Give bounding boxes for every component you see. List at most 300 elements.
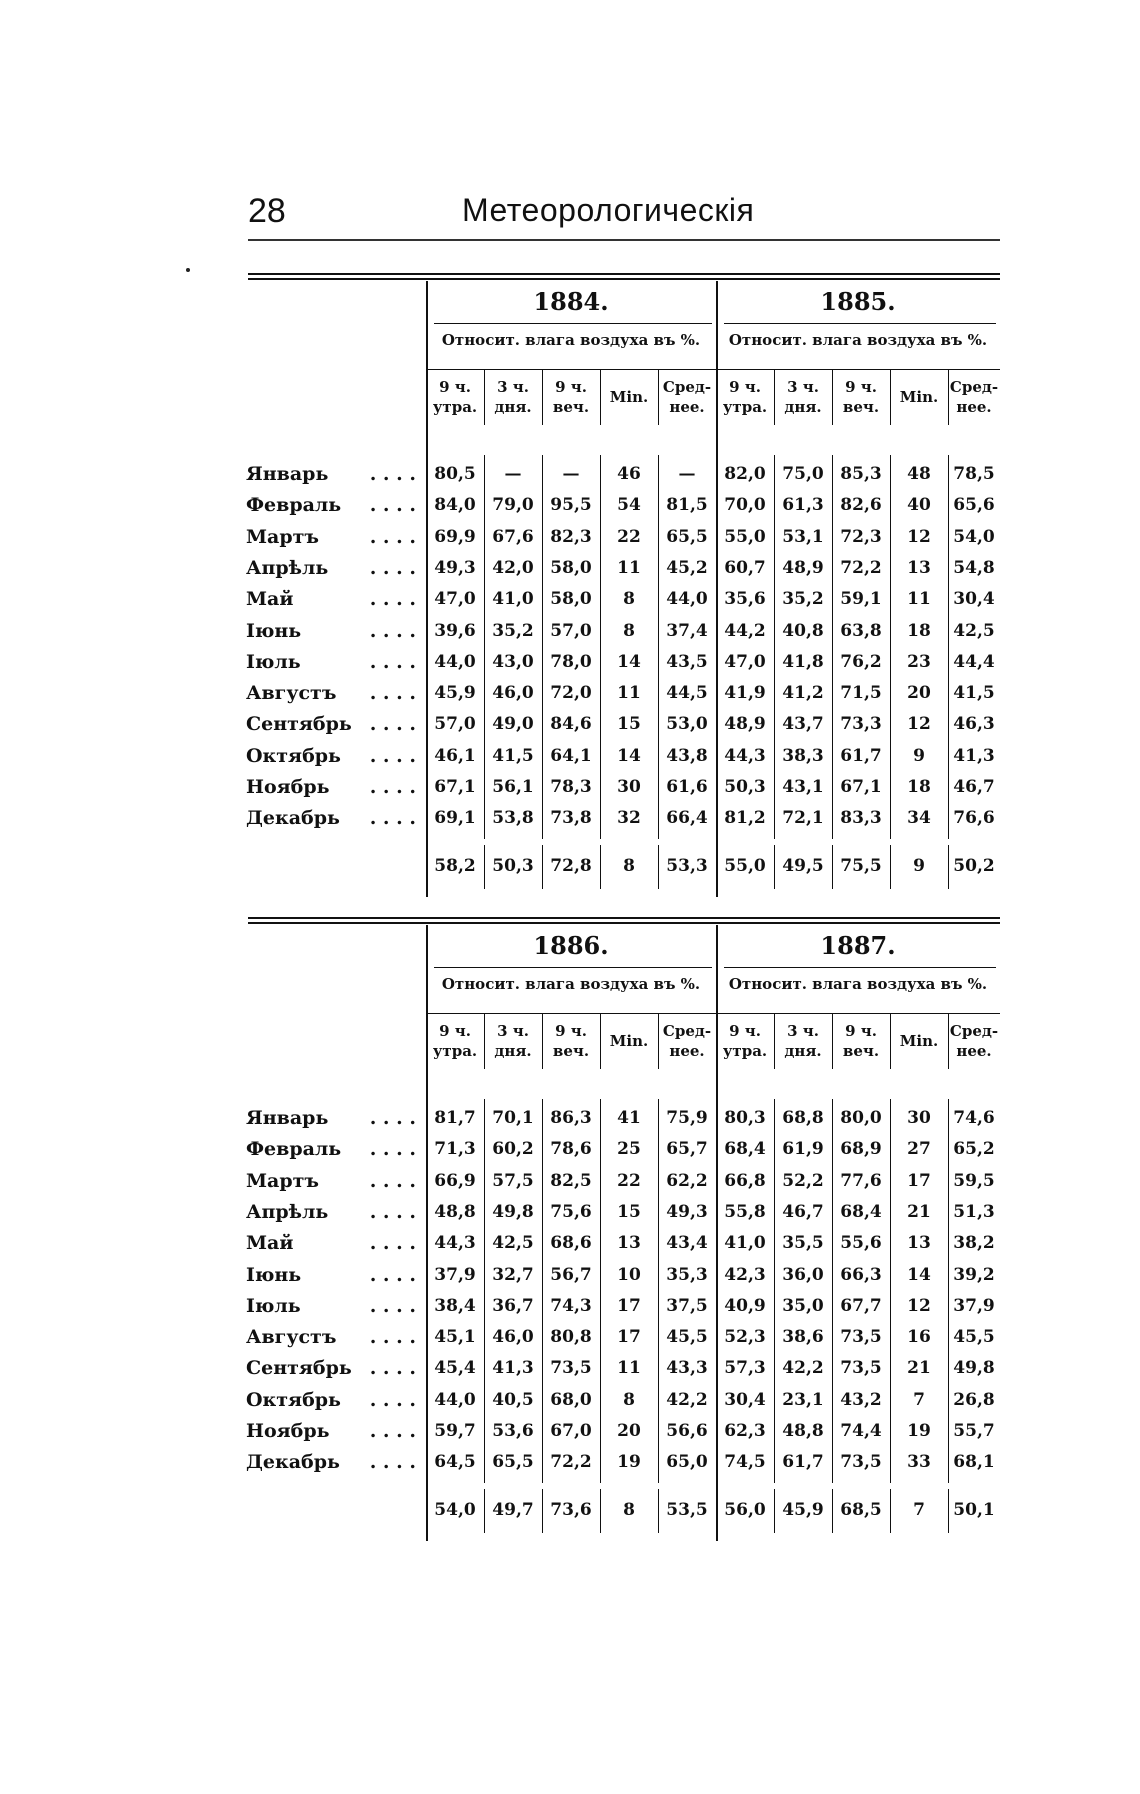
column-header	[542, 1021, 600, 1065]
column-rule	[484, 1099, 485, 1483]
table-cell: 16	[907, 1327, 931, 1348]
column-header-line: 3 ч.	[787, 378, 819, 396]
column-header-line: утра.	[722, 398, 768, 416]
table-cell: 23	[907, 651, 931, 672]
column-header	[426, 377, 484, 421]
table-cell: 60,2	[492, 1139, 534, 1160]
table-cell: 13	[617, 1233, 641, 1254]
table-cell: 41,8	[782, 651, 824, 672]
column-header-line: веч.	[552, 1042, 590, 1060]
column-rule	[600, 1013, 601, 1069]
table-cell: 61,9	[782, 1139, 824, 1160]
rule	[724, 967, 996, 968]
column-rule	[890, 845, 891, 889]
month-name: Іюнь	[246, 619, 302, 642]
month-label	[246, 1134, 416, 1164]
table-cell: 30,4	[953, 589, 995, 610]
month-label	[246, 1291, 416, 1321]
table-cell: 8	[623, 620, 635, 641]
column-header-line: веч.	[552, 398, 590, 416]
month-name: Февраль	[246, 494, 342, 517]
column-header-line: Сред-	[662, 378, 712, 396]
table-cell: 65,7	[666, 1139, 708, 1160]
table-cell: 81,7	[434, 1108, 476, 1128]
table-cell: 11	[907, 589, 931, 610]
table-cell: 58,0	[550, 557, 592, 578]
leader-dots: . . . .	[369, 494, 416, 517]
table-cell: 74,4	[840, 1421, 882, 1441]
table-cell: 82,3	[550, 526, 592, 547]
column-rule	[890, 1013, 891, 1069]
column-header	[890, 387, 948, 431]
table-cell: 32,7	[492, 1264, 534, 1285]
total-cell: 45,9	[782, 1499, 824, 1520]
table-cell: 78,0	[550, 651, 592, 672]
leader-dots: . . . .	[369, 1420, 416, 1442]
column-header	[658, 377, 716, 421]
year-heading: 1885.	[820, 287, 896, 316]
leader-dots: . . . .	[369, 1232, 416, 1255]
table-cell: 65,5	[492, 1452, 534, 1473]
table-cell: 43,1	[782, 777, 824, 797]
table-cell: 59,1	[840, 589, 882, 610]
table-cell: 14	[907, 1264, 931, 1285]
table-cell: 66,8	[724, 1170, 766, 1191]
table-cell: 62,2	[666, 1170, 708, 1191]
column-rule	[948, 1489, 949, 1533]
table-cell: 22	[617, 526, 641, 547]
month-label	[246, 1322, 416, 1352]
rule	[434, 323, 712, 324]
column-header-line: дня.	[494, 398, 532, 416]
table-cell: 72,2	[840, 557, 882, 578]
leader-dots: . . . .	[369, 1294, 416, 1317]
column-rule	[832, 1489, 833, 1533]
column-rule	[484, 845, 485, 889]
month-name: Февраль	[246, 1138, 342, 1161]
month-label	[246, 459, 416, 489]
column-header-line: веч.	[842, 398, 880, 416]
table-cell: 59,5	[953, 1170, 995, 1191]
month-label	[246, 1385, 416, 1415]
table-cell: 83,3	[840, 808, 882, 829]
table-cell: 57,3	[724, 1358, 766, 1379]
table-cell: 73,3	[840, 714, 882, 735]
column-rule	[542, 1099, 543, 1483]
table-cell: 40,8	[782, 620, 824, 641]
month-label	[246, 1416, 416, 1446]
table-cell: 48,8	[782, 1421, 824, 1441]
table-cell: 21	[907, 1201, 931, 1222]
table-cell: 41,9	[724, 683, 766, 704]
table-cell: 34	[907, 808, 931, 829]
leader-dots: . . . .	[369, 744, 416, 767]
column-header-line: утра.	[432, 398, 478, 416]
table-cell: 68,8	[782, 1108, 824, 1128]
table-cell: 72,0	[550, 683, 592, 704]
rule	[716, 369, 1000, 370]
table-cell: 13	[907, 1233, 931, 1254]
table-cell: 42,2	[666, 1389, 708, 1410]
table-cell: 8	[623, 589, 635, 610]
column-header-line: 9 ч.	[845, 378, 877, 396]
table-cell: 75,9	[666, 1108, 708, 1128]
column-rule	[890, 1099, 891, 1483]
table-cell: 64,5	[434, 1452, 476, 1473]
table-cell: 69,1	[434, 808, 476, 829]
leader-dots: . . . .	[369, 1326, 416, 1349]
month-label	[246, 584, 416, 614]
month-name: Іюнь	[246, 1263, 302, 1286]
month-label	[246, 1260, 416, 1290]
total-cell: 68,5	[840, 1499, 882, 1520]
table-cell: 12	[907, 526, 931, 547]
table-cell: 73,5	[550, 1358, 592, 1379]
table-cell: 74,6	[953, 1108, 995, 1128]
table-cell: 35,0	[782, 1295, 824, 1316]
table-cell: 67,7	[840, 1295, 882, 1316]
table-cell: 54	[617, 495, 641, 516]
table-cell: 59,7	[434, 1421, 476, 1441]
leader-dots: . . . .	[369, 1169, 416, 1192]
month-label	[246, 1166, 416, 1196]
table-cell: 49,3	[666, 1201, 708, 1222]
leader-dots: . . . .	[369, 525, 416, 548]
column-header-line: дня.	[494, 1042, 532, 1060]
table-cell: 55,7	[953, 1421, 995, 1441]
column-header	[716, 377, 774, 421]
table-cell: 35,3	[666, 1264, 708, 1285]
table-cell: 69,9	[434, 526, 476, 547]
column-rule	[832, 845, 833, 889]
column-header	[948, 377, 1000, 421]
table-cell: 66,9	[434, 1170, 476, 1191]
table-cell: 52,2	[782, 1170, 824, 1191]
column-header	[890, 1031, 948, 1075]
table-cell: 20	[907, 683, 931, 704]
month-name: Апрѣль	[246, 556, 329, 579]
table-cell: 60,7	[724, 557, 766, 578]
table-cell: 38,6	[782, 1327, 824, 1348]
table-cell: 73,5	[840, 1452, 882, 1473]
table-cell: —	[504, 464, 522, 484]
total-cell: 53,5	[666, 1499, 708, 1520]
month-label	[246, 1103, 416, 1133]
table-subtitle: Относит. влага воздуха въ %.	[441, 331, 701, 349]
table-cell: 73,5	[840, 1327, 882, 1348]
page-number: 28	[248, 192, 286, 230]
column-header-line: дня.	[784, 398, 822, 416]
table-cell: 65,5	[666, 526, 708, 547]
table-cell: 76,2	[840, 651, 882, 672]
table-cell: 33	[907, 1452, 931, 1473]
column-header-line: 9 ч.	[439, 378, 471, 396]
month-label	[246, 1447, 416, 1477]
column-rule	[890, 369, 891, 425]
table-cell: 30	[907, 1108, 931, 1128]
table-cell: 76,6	[953, 808, 995, 829]
double-rule	[248, 273, 1000, 280]
column-header	[716, 1021, 774, 1065]
month-label	[246, 772, 416, 802]
table-cell: 40,5	[492, 1389, 534, 1410]
column-rule	[832, 1099, 833, 1483]
table-cell: 43,2	[840, 1389, 882, 1410]
column-header-line: 9 ч.	[555, 378, 587, 396]
table-cell: 57,0	[550, 620, 592, 641]
total-cell: 73,6	[550, 1499, 592, 1520]
leader-dots: . . . .	[369, 1451, 416, 1474]
table-cell: 46,0	[492, 1327, 534, 1348]
column-rule	[948, 369, 949, 425]
column-rule	[948, 1013, 949, 1069]
table-cell: 57,5	[492, 1170, 534, 1191]
total-cell: 8	[623, 1499, 635, 1520]
table-cell: 72,1	[782, 808, 824, 829]
table-cell: 35,2	[492, 620, 534, 641]
table-cell: 43,7	[782, 714, 824, 735]
month-name: Іюль	[246, 1294, 301, 1317]
column-header	[948, 1021, 1000, 1065]
total-cell: 56,0	[724, 1499, 766, 1520]
table-cell: 15	[617, 714, 641, 735]
month-name: Мартъ	[246, 1169, 319, 1192]
column-rule	[658, 1489, 659, 1533]
month-label	[246, 678, 416, 708]
column-header-line: нее.	[669, 1042, 705, 1060]
table-cell: 46,3	[953, 714, 995, 735]
leader-dots: . . . .	[369, 619, 416, 642]
table-cell: 67,0	[550, 1421, 592, 1441]
table-cell: 51,3	[953, 1201, 995, 1222]
table-cell: 84,0	[434, 495, 476, 516]
table-cell: 82,0	[724, 464, 766, 484]
month-name: Августъ	[246, 682, 337, 705]
month-name: Декабрь	[246, 1451, 340, 1474]
month-name: Мартъ	[246, 525, 319, 548]
table-cell: 37,9	[434, 1264, 476, 1285]
column-header	[658, 1021, 716, 1065]
table-cell: 44,5	[666, 683, 708, 704]
column-header-line: 9 ч.	[439, 1022, 471, 1040]
column-rule	[542, 845, 543, 889]
column-rule	[890, 1489, 891, 1533]
table-cell: 11	[617, 683, 641, 704]
table-cell: 55,6	[840, 1233, 882, 1254]
month-name: Апрѣль	[246, 1200, 329, 1223]
table-cell: 77,6	[840, 1170, 882, 1191]
double-rule	[248, 917, 1000, 924]
column-header	[774, 1021, 832, 1065]
total-cell: 49,7	[492, 1499, 534, 1520]
table-cell: 30,4	[724, 1389, 766, 1410]
total-cell: 55,0	[724, 855, 766, 876]
table-cell: 43,4	[666, 1233, 708, 1254]
month-label	[246, 803, 416, 833]
table-cell: 70,1	[492, 1108, 534, 1128]
header-rule	[248, 239, 1000, 241]
table-cell: 37,5	[666, 1295, 708, 1316]
column-rule	[542, 455, 543, 839]
table-cell: 55,0	[724, 526, 766, 547]
table-cell: 21	[907, 1358, 931, 1379]
column-header-line: 9 ч.	[555, 1022, 587, 1040]
column-rule	[600, 369, 601, 425]
column-rule	[948, 845, 949, 889]
month-name: Ноябрь	[246, 776, 330, 798]
table-cell: 68,6	[550, 1233, 592, 1254]
month-name: Май	[246, 1232, 294, 1255]
column-rule	[658, 1099, 659, 1483]
leader-dots: . . . .	[369, 1263, 416, 1286]
table-cell: 75,0	[782, 464, 824, 484]
month-name: Сентябрь	[246, 713, 352, 736]
column-rule	[542, 369, 543, 425]
leader-dots: . . . .	[369, 1200, 416, 1223]
table-cell: 17	[907, 1170, 931, 1191]
table-cell: 61,3	[782, 495, 824, 516]
table-cell: 41,5	[953, 683, 995, 704]
column-rule	[542, 1013, 543, 1069]
table-cell: 25	[617, 1139, 641, 1160]
table-cell: 35,6	[724, 589, 766, 610]
table-cell: 43,0	[492, 651, 534, 672]
table-cell: 40,9	[724, 1295, 766, 1316]
table-cell: 54,8	[953, 557, 995, 578]
table-cell: 53,8	[492, 808, 534, 829]
total-cell: 8	[623, 855, 635, 876]
table-cell: 95,5	[550, 495, 592, 516]
table-cell: 38,4	[434, 1295, 476, 1316]
month-label	[246, 553, 416, 583]
column-rule	[600, 1489, 601, 1533]
table-cell: 66,3	[840, 1264, 882, 1285]
table-cell: 41,0	[724, 1233, 766, 1254]
table-cell: 58,0	[550, 589, 592, 610]
table-cell: 14	[617, 745, 641, 766]
column-rule	[600, 845, 601, 889]
table-cell: 19	[617, 1452, 641, 1473]
table-cell: 14	[617, 651, 641, 672]
table-cell: 17	[617, 1327, 641, 1348]
table-cell: 72,2	[550, 1452, 592, 1473]
table-cell: 27	[907, 1139, 931, 1160]
column-header-line: утра.	[722, 1042, 768, 1060]
table-cell: 86,3	[550, 1108, 592, 1128]
leader-dots: . . . .	[369, 1107, 416, 1129]
page-title: Метеорологическія	[462, 192, 755, 228]
column-rule	[948, 1099, 949, 1483]
table-cell: 23,1	[782, 1389, 824, 1410]
table-cell: 26,8	[953, 1389, 995, 1410]
table-cell: 48	[907, 464, 931, 484]
table-cell: 81,2	[724, 808, 766, 829]
table-cell: 17	[617, 1295, 641, 1316]
column-rule	[774, 455, 775, 839]
table-cell: 52,3	[724, 1327, 766, 1348]
table-cell: 61,7	[840, 745, 882, 766]
stray-dot	[186, 268, 190, 272]
column-header	[832, 1021, 890, 1065]
table-cell: 74,5	[724, 1452, 766, 1473]
table-cell: 56,6	[666, 1421, 708, 1441]
table-cell: 54,0	[953, 526, 995, 547]
table-cell: 49,3	[434, 557, 476, 578]
month-name: Январь	[246, 1107, 329, 1129]
table-cell: 68,0	[550, 1389, 592, 1410]
table-cell: 42,3	[724, 1264, 766, 1285]
leader-dots: . . . .	[369, 556, 416, 579]
table-cell: 37,9	[953, 1295, 995, 1316]
month-label	[246, 1353, 416, 1383]
table-cell: 63,8	[840, 620, 882, 641]
table-cell: 45,5	[666, 1327, 708, 1348]
rule	[434, 967, 712, 968]
rule	[426, 1013, 716, 1014]
table-cell: 48,9	[724, 714, 766, 735]
table-cell: 53,0	[666, 714, 708, 735]
table-cell: 49,0	[492, 714, 534, 735]
table-cell: 68,4	[840, 1201, 882, 1222]
table-cell: 79,0	[492, 495, 534, 516]
table-cell: 19	[907, 1421, 931, 1441]
table-cell: 42,0	[492, 557, 534, 578]
table-cell: 8	[623, 1389, 635, 1410]
table-cell: 68,1	[953, 1452, 995, 1473]
total-cell: 50,3	[492, 855, 534, 876]
month-name: Май	[246, 588, 294, 611]
table-cell: 71,3	[434, 1139, 476, 1160]
table-cell: 55,8	[724, 1201, 766, 1222]
table-cell: 41,2	[782, 683, 824, 704]
column-header	[774, 377, 832, 421]
month-name: Октябрь	[246, 744, 341, 767]
table-cell: 43,3	[666, 1358, 708, 1379]
month-name: Январь	[246, 463, 329, 485]
leader-dots: . . . .	[369, 1388, 416, 1411]
table-cell: 82,5	[550, 1170, 592, 1191]
column-rule	[658, 845, 659, 889]
column-header-line: нее.	[956, 398, 992, 416]
table-cell: 43,5	[666, 651, 708, 672]
table-cell: 42,2	[782, 1358, 824, 1379]
table-cell: 40	[907, 495, 931, 516]
table-cell: 61,6	[666, 777, 708, 797]
rule	[716, 1013, 1000, 1014]
column-header-line: Сред-	[949, 1022, 999, 1040]
table-cell: 73,8	[550, 808, 592, 829]
table-cell: 48,9	[782, 557, 824, 578]
month-label	[246, 490, 416, 520]
table-cell: 78,5	[953, 464, 995, 484]
table-cell: 53,1	[782, 526, 824, 547]
leader-dots: . . . .	[369, 650, 416, 673]
table-cell: 45,9	[434, 683, 476, 704]
month-name: Іюль	[246, 650, 301, 673]
column-header	[600, 1031, 658, 1075]
table-cell: 11	[617, 557, 641, 578]
table-cell: 73,5	[840, 1358, 882, 1379]
table-cell: 38,3	[782, 745, 824, 766]
month-label	[246, 741, 416, 771]
table-cell: 53,6	[492, 1421, 534, 1441]
column-rule	[484, 369, 485, 425]
leader-dots: . . . .	[369, 682, 416, 705]
month-label	[246, 1197, 416, 1227]
column-rule	[832, 1013, 833, 1069]
year-heading: 1884.	[533, 287, 609, 316]
column-header-line: 9 ч.	[845, 1022, 877, 1040]
